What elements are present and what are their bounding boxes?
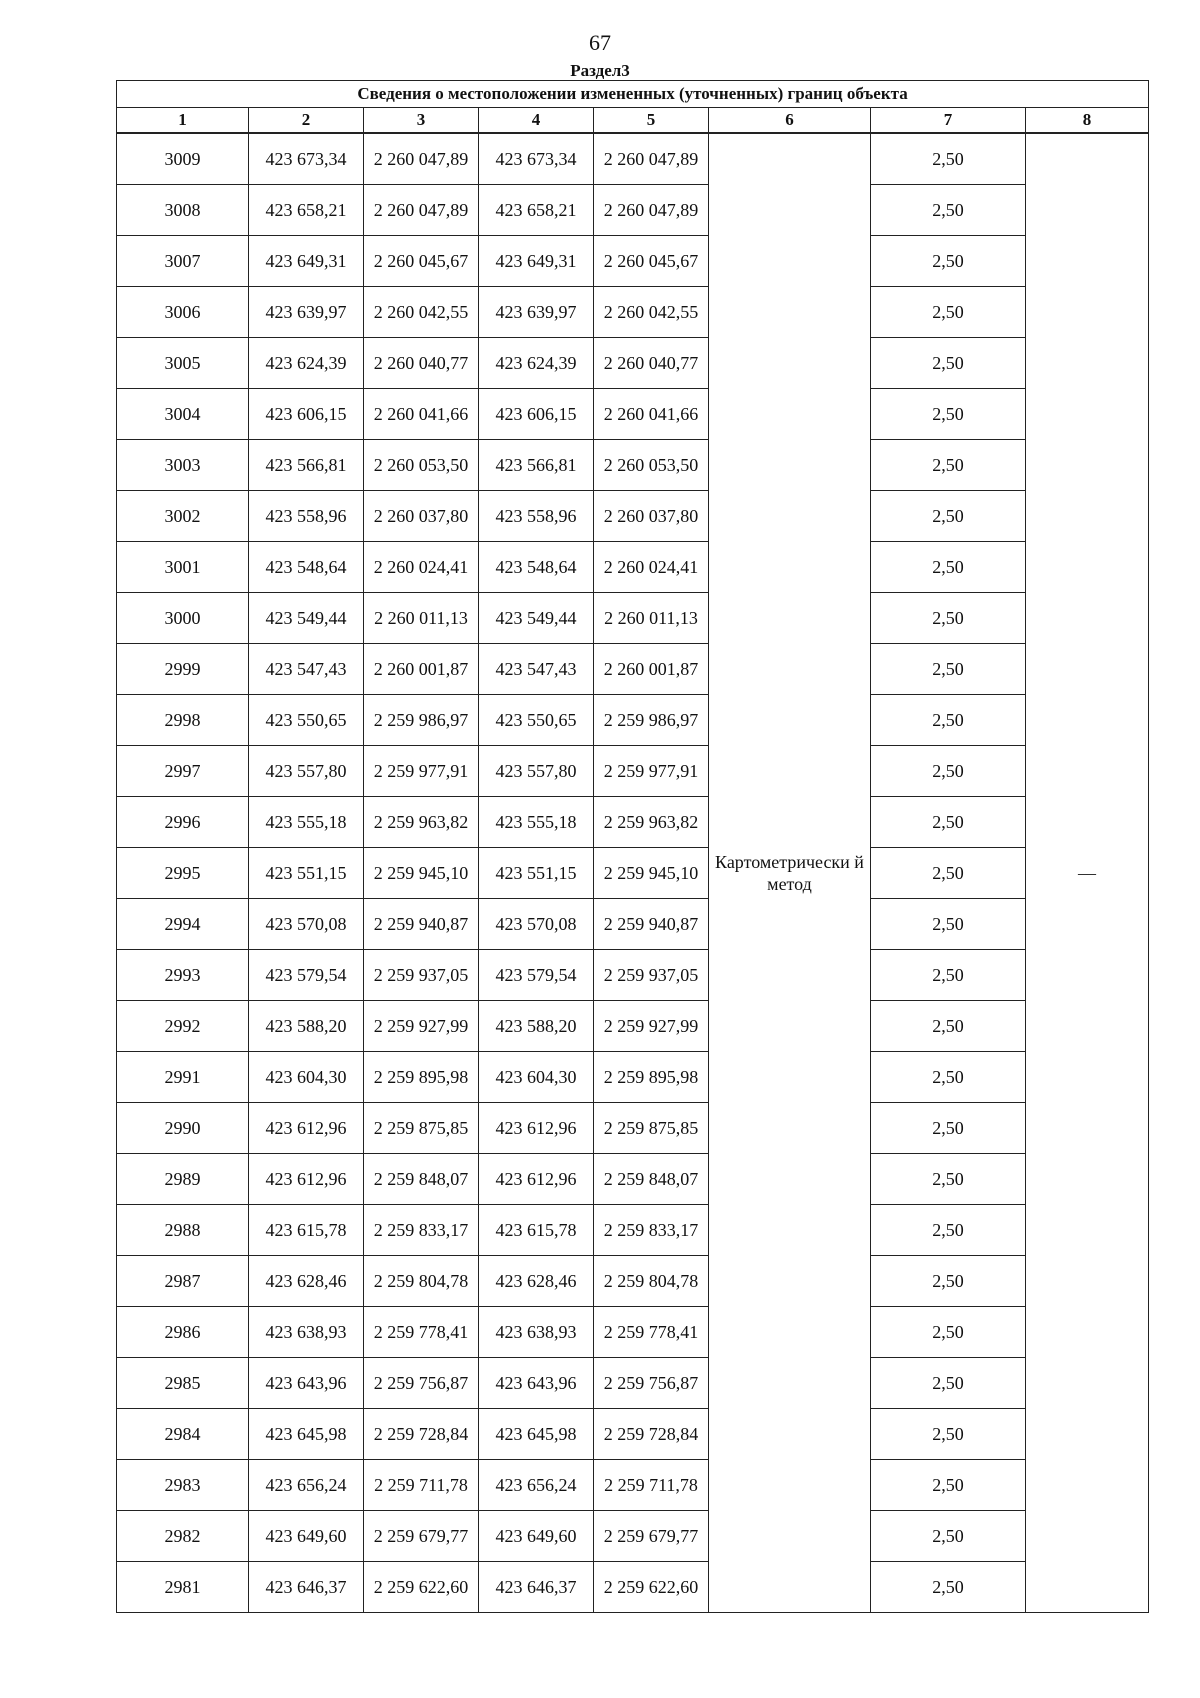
table-row xyxy=(117,1562,1149,1613)
accuracy-cell: 2,50 xyxy=(871,1205,1026,1256)
y-refined-cell: 2 259 927,99 xyxy=(594,1001,709,1052)
y-existing-cell: 2 259 977,91 xyxy=(364,746,479,797)
y-refined-cell: 2 260 053,50 xyxy=(594,440,709,491)
accuracy-cell: 2,50 xyxy=(871,746,1026,797)
x-refined-cell: 423 639,97 xyxy=(479,287,594,338)
x-refined-cell: 423 588,20 xyxy=(479,1001,594,1052)
y-existing-cell: 2 260 045,67 xyxy=(364,236,479,287)
x-refined-cell: 423 604,30 xyxy=(479,1052,594,1103)
x-refined-cell: 423 570,08 xyxy=(479,899,594,950)
y-existing-cell: 2 259 756,87 xyxy=(364,1358,479,1409)
table-row xyxy=(117,593,1149,644)
table-row xyxy=(117,542,1149,593)
y-existing-cell: 2 259 986,97 xyxy=(364,695,479,746)
table-row xyxy=(117,1511,1149,1562)
y-existing-cell: 2 260 047,89 xyxy=(364,185,479,236)
y-refined-cell: 2 259 679,77 xyxy=(594,1511,709,1562)
y-refined-cell: 2 260 047,89 xyxy=(594,185,709,236)
column-number: 7 xyxy=(871,108,1026,134)
accuracy-cell: 2,50 xyxy=(871,1307,1026,1358)
point-number-cell: 2995 xyxy=(117,848,249,899)
y-refined-cell: 2 259 756,87 xyxy=(594,1358,709,1409)
y-existing-cell: 2 260 047,89 xyxy=(364,133,479,185)
x-refined-cell: 423 615,78 xyxy=(479,1205,594,1256)
x-existing-cell: 423 549,44 xyxy=(249,593,364,644)
point-number-cell: 2988 xyxy=(117,1205,249,1256)
y-existing-cell: 2 259 927,99 xyxy=(364,1001,479,1052)
x-refined-cell: 423 547,43 xyxy=(479,644,594,695)
y-refined-cell: 2 259 622,60 xyxy=(594,1562,709,1613)
column-number: 5 xyxy=(594,108,709,134)
x-refined-cell: 423 624,39 xyxy=(479,338,594,389)
x-existing-cell: 423 643,96 xyxy=(249,1358,364,1409)
point-number-cell: 3001 xyxy=(117,542,249,593)
x-existing-cell: 423 555,18 xyxy=(249,797,364,848)
column-number: 1 xyxy=(117,108,249,134)
y-existing-cell: 2 260 042,55 xyxy=(364,287,479,338)
x-existing-cell: 423 551,15 xyxy=(249,848,364,899)
x-refined-cell: 423 551,15 xyxy=(479,848,594,899)
y-refined-cell: 2 260 024,41 xyxy=(594,542,709,593)
x-existing-cell: 423 638,93 xyxy=(249,1307,364,1358)
y-refined-cell: 2 259 986,97 xyxy=(594,695,709,746)
x-existing-cell: 423 570,08 xyxy=(249,899,364,950)
y-refined-cell: 2 260 037,80 xyxy=(594,491,709,542)
table-row xyxy=(117,133,1149,185)
accuracy-cell: 2,50 xyxy=(871,1103,1026,1154)
x-refined-cell: 423 566,81 xyxy=(479,440,594,491)
table-row xyxy=(117,491,1149,542)
x-refined-cell: 423 579,54 xyxy=(479,950,594,1001)
x-refined-cell: 423 673,34 xyxy=(479,133,594,185)
x-existing-cell: 423 645,98 xyxy=(249,1409,364,1460)
column-number-row xyxy=(117,108,1149,134)
x-existing-cell: 423 566,81 xyxy=(249,440,364,491)
point-number-cell: 2987 xyxy=(117,1256,249,1307)
accuracy-cell: 2,50 xyxy=(871,1001,1026,1052)
x-existing-cell: 423 658,21 xyxy=(249,185,364,236)
table-row xyxy=(117,848,1149,899)
point-number-cell: 2994 xyxy=(117,899,249,950)
x-existing-cell: 423 673,34 xyxy=(249,133,364,185)
x-refined-cell: 423 606,15 xyxy=(479,389,594,440)
table-row xyxy=(117,644,1149,695)
y-refined-cell: 2 260 045,67 xyxy=(594,236,709,287)
point-number-cell: 2996 xyxy=(117,797,249,848)
x-refined-cell: 423 646,37 xyxy=(479,1562,594,1613)
point-number-cell: 2981 xyxy=(117,1562,249,1613)
point-number-cell: 2990 xyxy=(117,1103,249,1154)
point-number-cell: 3009 xyxy=(117,133,249,185)
x-refined-cell: 423 658,21 xyxy=(479,185,594,236)
table-row xyxy=(117,695,1149,746)
y-refined-cell: 2 259 940,87 xyxy=(594,899,709,950)
y-refined-cell: 2 259 945,10 xyxy=(594,848,709,899)
x-refined-cell: 423 558,96 xyxy=(479,491,594,542)
point-number-cell: 2997 xyxy=(117,746,249,797)
table-row xyxy=(117,746,1149,797)
point-number-cell: 2986 xyxy=(117,1307,249,1358)
y-refined-cell: 2 260 001,87 xyxy=(594,644,709,695)
y-existing-cell: 2 259 833,17 xyxy=(364,1205,479,1256)
x-existing-cell: 423 612,96 xyxy=(249,1154,364,1205)
accuracy-cell: 2,50 xyxy=(871,1409,1026,1460)
y-existing-cell: 2 259 875,85 xyxy=(364,1103,479,1154)
x-refined-cell: 423 612,96 xyxy=(479,1103,594,1154)
table-row xyxy=(117,1154,1149,1205)
y-existing-cell: 2 259 963,82 xyxy=(364,797,479,848)
accuracy-cell: 2,50 xyxy=(871,542,1026,593)
point-number-cell: 2985 xyxy=(117,1358,249,1409)
page-number: 67 xyxy=(589,30,611,55)
table-row xyxy=(117,1103,1149,1154)
column-number: 8 xyxy=(1026,108,1149,134)
column-number: 2 xyxy=(249,108,364,134)
accuracy-cell: 2,50 xyxy=(871,644,1026,695)
table-row xyxy=(117,1205,1149,1256)
x-existing-cell: 423 639,97 xyxy=(249,287,364,338)
point-number-cell: 3006 xyxy=(117,287,249,338)
y-existing-cell: 2 260 037,80 xyxy=(364,491,479,542)
accuracy-cell: 2,50 xyxy=(871,440,1026,491)
note-cell: — xyxy=(1026,133,1149,1613)
y-existing-cell: 2 259 622,60 xyxy=(364,1562,479,1613)
accuracy-cell: 2,50 xyxy=(871,1154,1026,1205)
table-caption-row xyxy=(117,81,1149,108)
y-refined-cell: 2 259 711,78 xyxy=(594,1460,709,1511)
table-row xyxy=(117,1001,1149,1052)
accuracy-cell: 2,50 xyxy=(871,797,1026,848)
table-row xyxy=(117,1307,1149,1358)
accuracy-cell: 2,50 xyxy=(871,1052,1026,1103)
y-existing-cell: 2 260 040,77 xyxy=(364,338,479,389)
x-refined-cell: 423 550,65 xyxy=(479,695,594,746)
table-row xyxy=(117,899,1149,950)
y-existing-cell: 2 259 945,10 xyxy=(364,848,479,899)
x-existing-cell: 423 656,24 xyxy=(249,1460,364,1511)
table-row xyxy=(117,797,1149,848)
accuracy-cell: 2,50 xyxy=(871,950,1026,1001)
y-refined-cell: 2 260 042,55 xyxy=(594,287,709,338)
accuracy-cell: 2,50 xyxy=(871,1562,1026,1613)
table-row xyxy=(117,185,1149,236)
table-row xyxy=(117,1460,1149,1511)
x-existing-cell: 423 550,65 xyxy=(249,695,364,746)
accuracy-cell: 2,50 xyxy=(871,1358,1026,1409)
x-existing-cell: 423 558,96 xyxy=(249,491,364,542)
accuracy-cell: 2,50 xyxy=(871,848,1026,899)
x-refined-cell: 423 638,93 xyxy=(479,1307,594,1358)
section-title: Раздел3 xyxy=(570,61,630,80)
accuracy-cell: 2,50 xyxy=(871,491,1026,542)
x-refined-cell: 423 649,31 xyxy=(479,236,594,287)
table-body xyxy=(117,133,1149,1613)
point-number-cell: 2983 xyxy=(117,1460,249,1511)
accuracy-cell: 2,50 xyxy=(871,389,1026,440)
table-caption: Сведения о местоположении измененных (уточненных) границ объекта xyxy=(117,81,1149,108)
y-existing-cell: 2 260 001,87 xyxy=(364,644,479,695)
y-existing-cell: 2 259 895,98 xyxy=(364,1052,479,1103)
point-number-cell: 2991 xyxy=(117,1052,249,1103)
y-refined-cell: 2 259 963,82 xyxy=(594,797,709,848)
y-existing-cell: 2 260 053,50 xyxy=(364,440,479,491)
determination-method-cell: Картометрически й метод xyxy=(709,133,871,1613)
table-row xyxy=(117,389,1149,440)
y-refined-cell: 2 260 011,13 xyxy=(594,593,709,644)
accuracy-cell: 2,50 xyxy=(871,236,1026,287)
accuracy-cell: 2,50 xyxy=(871,695,1026,746)
x-refined-cell: 423 656,24 xyxy=(479,1460,594,1511)
y-existing-cell: 2 259 711,78 xyxy=(364,1460,479,1511)
point-number-cell: 2989 xyxy=(117,1154,249,1205)
x-refined-cell: 423 612,96 xyxy=(479,1154,594,1205)
point-number-cell: 3007 xyxy=(117,236,249,287)
y-refined-cell: 2 259 833,17 xyxy=(594,1205,709,1256)
boundary-coordinates-table xyxy=(116,80,1149,1613)
x-refined-cell: 423 649,60 xyxy=(479,1511,594,1562)
x-existing-cell: 423 649,31 xyxy=(249,236,364,287)
point-number-cell: 3005 xyxy=(117,338,249,389)
table-row xyxy=(117,1052,1149,1103)
x-refined-cell: 423 643,96 xyxy=(479,1358,594,1409)
y-refined-cell: 2 260 047,89 xyxy=(594,133,709,185)
column-number: 4 xyxy=(479,108,594,134)
y-existing-cell: 2 259 848,07 xyxy=(364,1154,479,1205)
accuracy-cell: 2,50 xyxy=(871,1256,1026,1307)
x-refined-cell: 423 557,80 xyxy=(479,746,594,797)
y-existing-cell: 2 259 804,78 xyxy=(364,1256,479,1307)
y-existing-cell: 2 259 940,87 xyxy=(364,899,479,950)
point-number-cell: 3008 xyxy=(117,185,249,236)
x-refined-cell: 423 548,64 xyxy=(479,542,594,593)
table-row xyxy=(117,440,1149,491)
y-existing-cell: 2 259 728,84 xyxy=(364,1409,479,1460)
y-existing-cell: 2 259 937,05 xyxy=(364,950,479,1001)
x-existing-cell: 423 628,46 xyxy=(249,1256,364,1307)
x-existing-cell: 423 588,20 xyxy=(249,1001,364,1052)
point-number-cell: 3000 xyxy=(117,593,249,644)
accuracy-cell: 2,50 xyxy=(871,1511,1026,1562)
y-refined-cell: 2 259 804,78 xyxy=(594,1256,709,1307)
column-number: 6 xyxy=(709,108,871,134)
y-refined-cell: 2 259 895,98 xyxy=(594,1052,709,1103)
x-existing-cell: 423 606,15 xyxy=(249,389,364,440)
table-row xyxy=(117,1409,1149,1460)
y-refined-cell: 2 259 937,05 xyxy=(594,950,709,1001)
table-row xyxy=(117,1358,1149,1409)
x-existing-cell: 423 649,60 xyxy=(249,1511,364,1562)
point-number-cell: 2998 xyxy=(117,695,249,746)
y-refined-cell: 2 259 778,41 xyxy=(594,1307,709,1358)
y-refined-cell: 2 259 848,07 xyxy=(594,1154,709,1205)
x-existing-cell: 423 624,39 xyxy=(249,338,364,389)
x-existing-cell: 423 604,30 xyxy=(249,1052,364,1103)
point-number-cell: 2984 xyxy=(117,1409,249,1460)
point-number-cell: 2999 xyxy=(117,644,249,695)
y-refined-cell: 2 260 040,77 xyxy=(594,338,709,389)
table-row xyxy=(117,950,1149,1001)
x-refined-cell: 423 628,46 xyxy=(479,1256,594,1307)
accuracy-cell: 2,50 xyxy=(871,899,1026,950)
x-refined-cell: 423 645,98 xyxy=(479,1409,594,1460)
accuracy-cell: 2,50 xyxy=(871,287,1026,338)
table-row xyxy=(117,287,1149,338)
table-row xyxy=(117,1256,1149,1307)
y-existing-cell: 2 259 778,41 xyxy=(364,1307,479,1358)
point-number-cell: 3002 xyxy=(117,491,249,542)
y-refined-cell: 2 259 875,85 xyxy=(594,1103,709,1154)
y-refined-cell: 2 259 977,91 xyxy=(594,746,709,797)
y-existing-cell: 2 260 041,66 xyxy=(364,389,479,440)
point-number-cell: 2982 xyxy=(117,1511,249,1562)
point-number-cell: 2993 xyxy=(117,950,249,1001)
x-existing-cell: 423 646,37 xyxy=(249,1562,364,1613)
y-existing-cell: 2 260 011,13 xyxy=(364,593,479,644)
y-refined-cell: 2 259 728,84 xyxy=(594,1409,709,1460)
table-row xyxy=(117,236,1149,287)
column-number: 3 xyxy=(364,108,479,134)
x-existing-cell: 423 547,43 xyxy=(249,644,364,695)
x-refined-cell: 423 549,44 xyxy=(479,593,594,644)
accuracy-cell: 2,50 xyxy=(871,593,1026,644)
x-existing-cell: 423 557,80 xyxy=(249,746,364,797)
accuracy-cell: 2,50 xyxy=(871,1460,1026,1511)
y-existing-cell: 2 260 024,41 xyxy=(364,542,479,593)
accuracy-cell: 2,50 xyxy=(871,338,1026,389)
x-existing-cell: 423 612,96 xyxy=(249,1103,364,1154)
point-number-cell: 3003 xyxy=(117,440,249,491)
table-row xyxy=(117,338,1149,389)
point-number-cell: 3004 xyxy=(117,389,249,440)
x-existing-cell: 423 548,64 xyxy=(249,542,364,593)
y-refined-cell: 2 260 041,66 xyxy=(594,389,709,440)
x-refined-cell: 423 555,18 xyxy=(479,797,594,848)
point-number-cell: 2992 xyxy=(117,1001,249,1052)
x-existing-cell: 423 615,78 xyxy=(249,1205,364,1256)
accuracy-cell: 2,50 xyxy=(871,133,1026,185)
accuracy-cell: 2,50 xyxy=(871,185,1026,236)
x-existing-cell: 423 579,54 xyxy=(249,950,364,1001)
y-existing-cell: 2 259 679,77 xyxy=(364,1511,479,1562)
